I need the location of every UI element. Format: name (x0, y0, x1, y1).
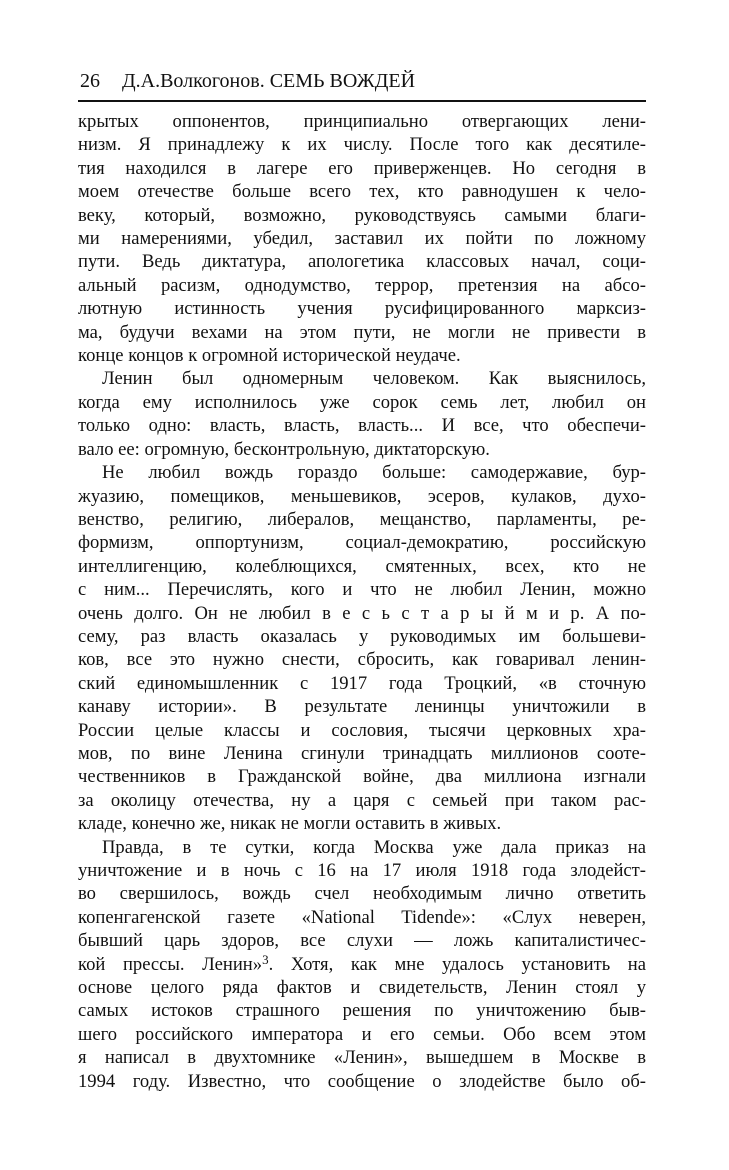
paragraph (78, 110, 646, 367)
text-line: канаву истории». В результате ленинцы уничтожили в (78, 696, 646, 718)
text-line: моем отечестве больше всего тех, кто равнодушен к чело- (78, 181, 646, 203)
text-line-with-footnote (78, 953, 646, 976)
text-line: за околицу отечества, ну а царя с семьей при таком рас- (78, 789, 646, 811)
text-line: низм. Я принадлежу к их числу. После того как десятиле- (78, 134, 646, 156)
text-line: 1994 году. Известно, что сообщение о злодействе было об- (78, 1070, 646, 1092)
text-line: венство, религию, либералов, мещанство, парламенты, ре- (78, 508, 646, 530)
footnote-marker: 3 (262, 951, 269, 967)
text-line: пути. Ведь диктатура, апологетика классовых начал, соци- (78, 251, 646, 273)
text-line: ский единомышленник с 1917 года Троцкий, «в сточную (78, 672, 646, 694)
text-line: чественников в Гражданской войне, два миллиона изгнали (78, 766, 646, 788)
text-line: ма, будучи вехами на этом пути, не могли не привести в (78, 321, 646, 343)
text-line: очень долго. Он не любил в е с ь с т а р ы й м и р. А по- (78, 602, 646, 624)
text-line: кладе, конечно же, никак не могли оставить в живых. (78, 813, 502, 835)
text-line: бывший царь здоров, все слухи — ложь капиталистичес- (78, 930, 646, 952)
text-line: Правда, в те сутки, когда Москва уже дала приказ на (102, 836, 646, 858)
text-line: самых истоков страшного решения по уничтожению быв- (78, 1000, 646, 1022)
running-header (78, 68, 646, 94)
text-fragment: . Хотя, как мне удалось установить на (268, 953, 646, 975)
text-line: ми намерениями, убедил, заставил их пойти по ложному (78, 228, 646, 250)
book-page (78, 68, 646, 1093)
text-line: я написал в двухтомнике «Ленин», вышедшем в Москве в (78, 1047, 646, 1069)
text-line: основе целого ряда фактов и свидетельств, Ленин стоял у (78, 977, 646, 999)
paragraph (78, 836, 646, 1093)
text-line: только одно: власть, власть, власть... И все, что обеспечи- (78, 415, 646, 437)
text-line: России целые классы и сословия, тысячи церковных хра- (78, 719, 646, 741)
page-number: 26 (80, 70, 100, 92)
text-line: копенгагенской газете «National Tidende»: «Слух неверен, (78, 906, 646, 928)
text-line: ков, все это нужно снести, сбросить, как говаривал ленин- (78, 649, 646, 671)
paragraph (78, 367, 646, 461)
text-line: веку, который, возможно, руководствуясь самыми благи- (78, 204, 646, 226)
text-line: сему, раз власть оказалась у руководимых им большеви- (78, 625, 646, 647)
text-line: интеллигенцию, колеблющихся, смятенных, всех, кто не (78, 555, 646, 577)
text-line: шего российского императора и его семьи. Обо всем этом (78, 1023, 646, 1045)
text-line: с ним... Перечислять, кого и что не любил Ленин, можно (78, 579, 646, 601)
text-line: крытых оппонентов, принципиально отвергающих лени- (78, 111, 646, 132)
running-title: Д.А.Волкогонов. СЕМЬ ВОЖДЕЙ (122, 70, 416, 92)
body-text (78, 110, 646, 1093)
text-line: Ленин был одномерным человеком. Как выяснилось, (102, 368, 646, 390)
text-line: уничтожение и в ночь с 16 на 17 июля 1918 года злодейст- (78, 860, 646, 881)
text-line: конце концов к огромной исторической неудаче. (78, 345, 461, 367)
text-line: формизм, оппортунизм, социал-демократию, российскую (78, 532, 646, 554)
header-rule (78, 100, 646, 102)
text-line: во свершилось, вождь счел необходимым лично ответить (78, 883, 646, 905)
text-line: когда ему исполнилось уже сорок семь лет, любил он (78, 391, 646, 413)
text-line: альный расизм, однодумство, террор, претензия на абсо- (78, 274, 646, 296)
text-line: лютную истинность учения русифицированного марксиз- (78, 298, 646, 320)
text-line: жуазию, помещиков, меньшевиков, эсеров, кулаков, духо- (78, 485, 646, 507)
text-fragment: кой прессы. Ленин» (78, 953, 263, 975)
text-line: Не любил вождь гораздо больше: самодержавие, бур- (102, 462, 646, 484)
text-line: тия находился в лагере его приверженцев. Но сегодня в (78, 157, 646, 179)
text-line: мов, по вине Ленина сгинули тринадцать миллионов сооте- (78, 742, 646, 764)
text-line: вало ее: огромную, бесконтрольную, диктаторскую. (78, 438, 490, 460)
paragraph (78, 461, 646, 836)
